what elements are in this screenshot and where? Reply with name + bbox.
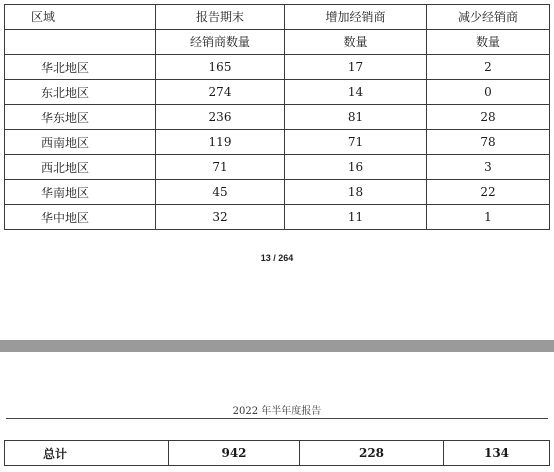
column-header-region-blank <box>5 30 156 55</box>
table-header-row-1 <box>5 5 550 30</box>
reduced-count-cell: 1 <box>427 205 550 230</box>
region-cell: 华东地区 <box>5 105 156 130</box>
end-count-cell: 119 <box>156 130 285 155</box>
reduced-count-cell: 3 <box>427 155 550 180</box>
column-header-added-line2: 数量 <box>285 30 427 55</box>
total-end-count-cell: 942 <box>169 441 300 466</box>
end-count-cell: 32 <box>156 205 285 230</box>
column-header-end-count-line1: 报告期末 <box>156 5 285 30</box>
total-row <box>5 441 550 466</box>
reduced-count-cell: 22 <box>427 180 550 205</box>
region-cell: 西南地区 <box>5 130 156 155</box>
table-row <box>5 80 550 105</box>
total-reduced-count-cell: 134 <box>444 441 550 466</box>
total-added-count-cell: 228 <box>300 441 444 466</box>
added-count-cell: 14 <box>285 80 427 105</box>
end-count-cell: 165 <box>156 55 285 80</box>
added-count-cell: 16 <box>285 155 427 180</box>
document-page-lower <box>0 352 554 472</box>
table-row <box>5 205 550 230</box>
column-header-added-line1: 增加经销商 <box>285 5 427 30</box>
reduced-count-cell: 28 <box>427 105 550 130</box>
added-count-cell: 18 <box>285 180 427 205</box>
report-header: 2022 年半年度报告 <box>232 406 322 417</box>
region-cell: 华北地区 <box>5 55 156 80</box>
added-count-cell: 11 <box>285 205 427 230</box>
table-header-row-2 <box>5 30 550 55</box>
table-row <box>5 130 550 155</box>
header-divider <box>6 418 548 419</box>
total-label-cell: 总计 <box>5 441 169 466</box>
region-cell: 华中地区 <box>5 205 156 230</box>
column-header-region: 区域 <box>5 5 156 30</box>
region-cell: 西北地区 <box>5 155 156 180</box>
table-row <box>5 55 550 80</box>
end-count-cell: 71 <box>156 155 285 180</box>
column-header-end-count-line2: 经销商数量 <box>156 30 285 55</box>
end-count-cell: 236 <box>156 105 285 130</box>
reduced-count-cell: 78 <box>427 130 550 155</box>
reduced-count-cell: 0 <box>427 80 550 105</box>
page-number: 13 / 264 <box>260 253 294 263</box>
column-header-reduced-line2: 数量 <box>427 30 550 55</box>
column-header-reduced-line1: 减少经销商 <box>427 5 550 30</box>
added-count-cell: 81 <box>285 105 427 130</box>
end-count-cell: 274 <box>156 80 285 105</box>
table-row <box>5 105 550 130</box>
table-row <box>5 155 550 180</box>
total-table <box>4 440 550 466</box>
reduced-count-cell: 2 <box>427 55 550 80</box>
end-count-cell: 45 <box>156 180 285 205</box>
added-count-cell: 71 <box>285 130 427 155</box>
region-cell: 华南地区 <box>5 180 156 205</box>
table-row <box>5 180 550 205</box>
added-count-cell: 17 <box>285 55 427 80</box>
page-separator <box>0 340 554 352</box>
region-cell: 东北地区 <box>5 80 156 105</box>
distributor-table <box>4 4 550 230</box>
